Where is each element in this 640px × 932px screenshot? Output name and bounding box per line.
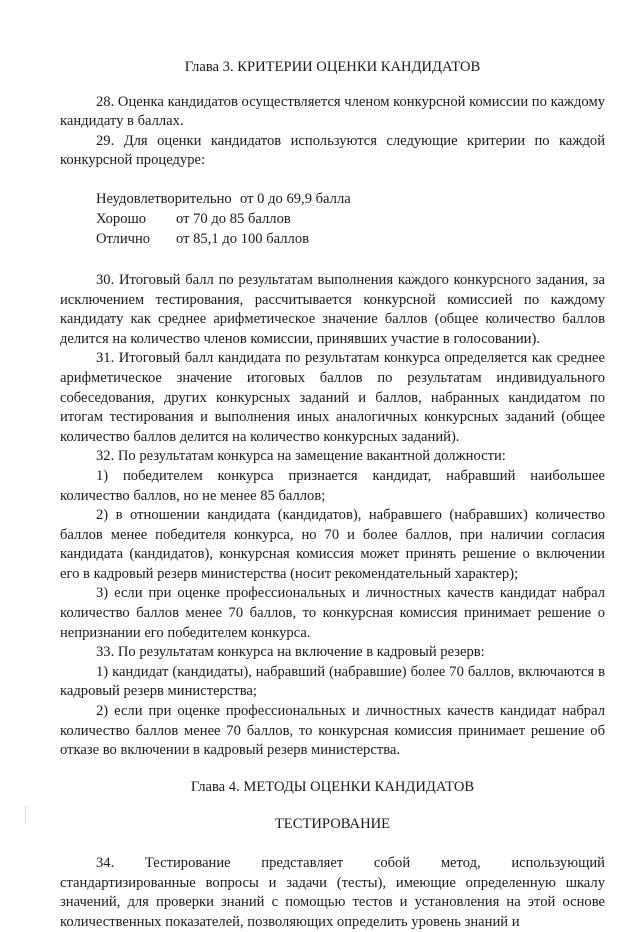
chapter-3 [60,58,605,761]
scan-margin-mark [25,806,27,824]
chapter-4-title: Глава 4. МЕТОДЫ ОЦЕНКИ КАНДИДАТОВ [190,778,475,795]
document-page [60,58,605,932]
chapter-3-title: Глава 3. КРИТЕРИИ ОЦЕНКИ КАНДИДАТОВ [184,59,481,75]
section-subtitle: ТЕСТИРОВАНИЕ [274,816,391,833]
criteria-range: от 70 до 85 баллов [176,210,291,227]
paragraph-34: 34. Тестирование представляет собой метод, использующий стандартизированные вопросы и задачи (тесты), имеющие определенную шкалу значений, для проверки знаний с помощью тестов и установления на этой основе количественных показателей, позволяющих определить уровень знаний и [60,855,605,930]
criteria-list [96,189,605,249]
criteria-row [96,189,605,209]
paragraph-33-item-2: 2) если при оценке профессиональных и личностных качеств кандидат набрал количество баллов менее 70 баллов, то конкурсная комиссия принимает решение об отказе во включении в кадровый резерв министерства. [60,703,605,759]
criteria-row [96,209,605,229]
criteria-name: Неудовлетворительно [96,190,232,207]
paragraph-32-item-1: 1) победителем конкурса признается кандидат, набравший наибольшее количество баллов, но не менее 85 баллов; [60,467,605,504]
paragraph-32: 32. По результатам конкурса на замещение вакантной должности: [96,448,506,465]
paragraph-32-item-2: 2) в отношении кандидата (кандидатов), набравшего (набравших) количество баллов менее победителя конкурса, но 70 и более баллов, при наличии согласия кандидата (кандидатов), конкурсная комиссия может принять решение о включении его в кадровый резерв министерства (носит рекомендательный характер); [60,507,605,582]
criteria-row [96,229,605,249]
paragraph-30: 30. Итоговый балл по результатам выполнения каждого конкурсного задания, за исключением тестирования, рассчитывается конкурсной комиссией по каждому кандидату как среднее арифметическое значение баллов (общее количество баллов делится на количество членов комиссии, принявших участие в голосовании). [60,271,605,347]
criteria-range: от 0 до 69,9 балла [240,190,351,207]
criteria-name: Отлично [96,230,151,247]
chapter-4 [60,778,605,932]
paragraph-33: 33. По результатам конкурса на включение в кадровый резерв: [96,644,485,661]
paragraph-32-item-3: 3) если при оценке профессиональных и личностных качеств кандидат набрал количество баллов менее 70 баллов, то конкурсная комиссия принимает решение о непризнании его победителем конкурса. [60,585,605,641]
paragraph-31: 31. Итоговый балл кандидата по результатам конкурса определяется как среднее арифметическое значение итоговых баллов по результатам индивидуального собеседования, других конкурсных заданий и баллов, набранных кандидатом по итогам тестирования и выполнения иных аналогичных конкурсных заданий (общее количество баллов делится на количество конкурсных заданий). [60,350,605,445]
criteria-name: Хорошо [96,210,147,227]
paragraph-28: 28. Оценка кандидатов осуществляется членом конкурсной комиссии по каждому кандидату в баллах. [60,93,605,130]
paragraph-29: 29. Для оценки кандидатов используются следующие критерии по каждой конкурсной процедуре: [60,132,605,169]
paragraph-33-item-1: 1) кандидат (кандидаты), набравший (набравшие) более 70 баллов, включаются в кадровый резерв министерства; [60,663,605,700]
criteria-range: от 85,1 до 100 баллов [176,230,310,247]
